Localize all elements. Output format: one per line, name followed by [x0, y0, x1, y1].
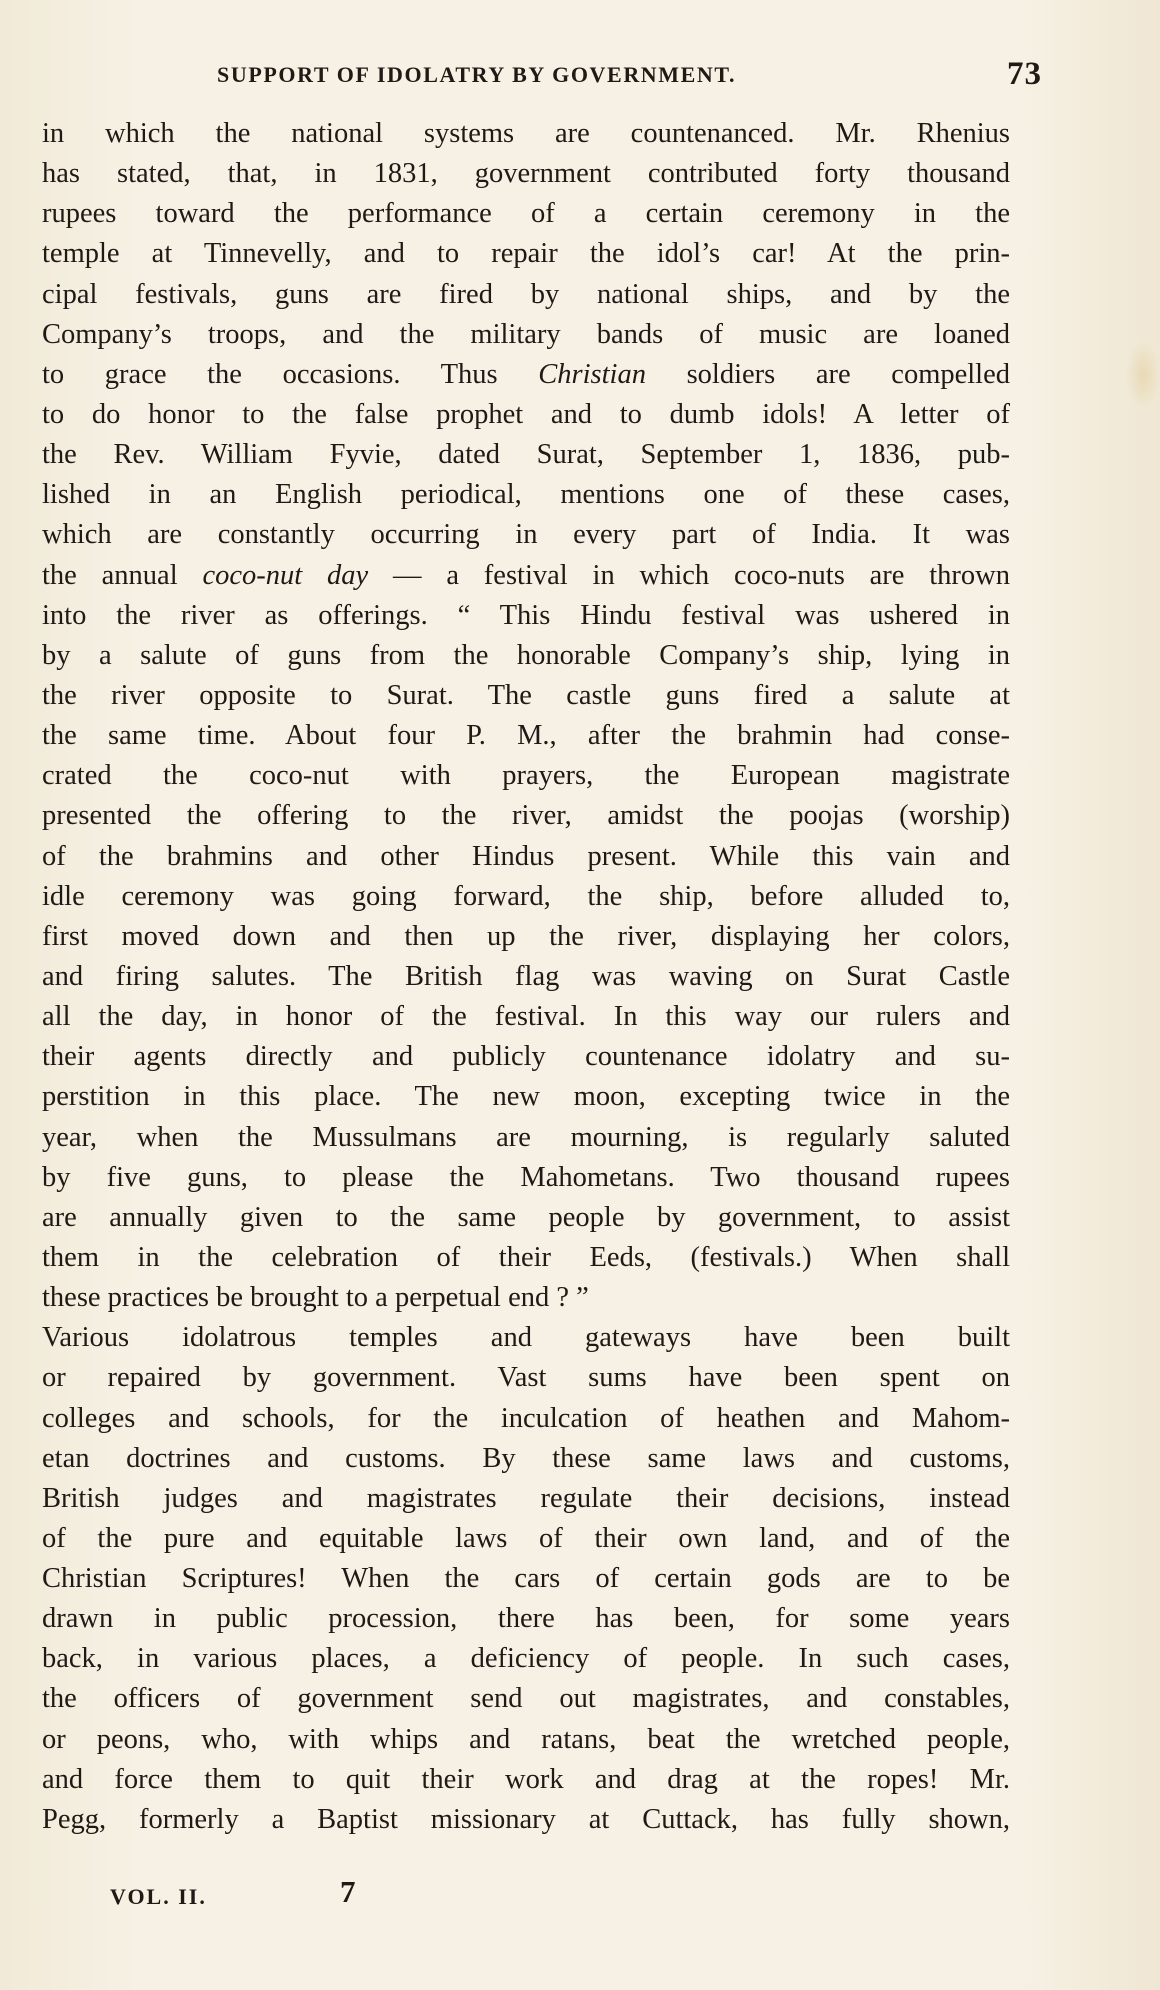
- text-line: by five guns, to please the Mahometans. Two thousand rupees: [42, 1161, 1010, 1193]
- text-line: or peons, who, with whips and ratans, beat the wretched people,: [42, 1723, 1010, 1755]
- text-line: lished in an English periodical, mentions one of these cases,: [42, 479, 1010, 511]
- text-line: the same time. About four P. M., after the brahmin had conse-: [42, 720, 1010, 752]
- running-title: SUPPORT OF IDOLATRY BY GOVERNMENT.: [217, 62, 737, 87]
- text-line: the river opposite to Surat. The castle guns fired a salute at: [42, 679, 1010, 711]
- text-line: perstition in this place. The new moon, excepting twice in the: [42, 1081, 1010, 1113]
- page-footer: [110, 1876, 410, 1916]
- text-line: first moved down and then up the river, displaying her colors,: [42, 920, 1010, 952]
- text-line: into the river as offerings. “ This Hindu festival was ushered in: [42, 599, 1010, 631]
- text-line: back, in various places, a deficiency of people. In such cases,: [42, 1643, 1010, 1675]
- text-line: to do honor to the false prophet and to dumb idols! A letter of: [42, 398, 1010, 430]
- text-line: Pegg, formerly a Baptist missionary at Cuttack, has fully shown,: [42, 1803, 1010, 1835]
- text-line: Various idolatrous temples and gateways have been built: [42, 1322, 1010, 1354]
- body-text: [42, 114, 1010, 1840]
- text-line: all the day, in honor of the festival. In this way our rulers and: [42, 1001, 1010, 1033]
- text-line: of the brahmins and other Hindus present. While this vain and: [42, 840, 1010, 872]
- text-line: or repaired by government. Vast sums have been spent on: [42, 1362, 1010, 1394]
- text-line: are annually given to the same people by government, to assist: [42, 1201, 1010, 1233]
- text-line: British judges and magistrates regulate their decisions, instead: [42, 1482, 1010, 1514]
- text-line: etan doctrines and customs. By these same laws and customs,: [42, 1442, 1010, 1474]
- text-line: idle ceremony was going forward, the ship, before alluded to,: [42, 880, 1010, 912]
- text-line: by a salute of guns from the honorable Company’s ship, lying in: [42, 639, 1010, 671]
- text-line: the Rev. William Fyvie, dated Surat, September 1, 1836, pub-: [42, 439, 1010, 471]
- volume-label: VOL. II.: [110, 1884, 207, 1909]
- text-line: of the pure and equitable laws of their own land, and of the: [42, 1522, 1010, 1554]
- text-line: their agents directly and publicly countenance idolatry and su-: [42, 1041, 1010, 1073]
- text-line: them in the celebration of their Eeds, (festivals.) When shall: [42, 1241, 1010, 1273]
- text-line: to grace the occasions. Thus Christian soldiers are compelled: [42, 358, 1010, 390]
- text-line: crated the coco-nut with prayers, the European magistrate: [42, 760, 1010, 792]
- text-line: rupees toward the performance of a certain ceremony in the: [42, 198, 1010, 230]
- text-line: drawn in public procession, there has been, for some years: [42, 1603, 1010, 1635]
- text-line: cipal festivals, guns are fired by national ships, and by the: [42, 278, 1010, 310]
- running-head: [42, 56, 1042, 100]
- text-line: in which the national systems are countenanced. Mr. Rhenius: [42, 118, 1010, 149]
- italic-phrase: coco-nut day: [202, 559, 369, 591]
- page-number: 73: [1007, 56, 1042, 92]
- text-line: colleges and schools, for the inculcation of heathen and Mahom-: [42, 1402, 1010, 1434]
- text-line: and force them to quit their work and drag at the ropes! Mr.: [42, 1763, 1010, 1795]
- text-line: temple at Tinnevelly, and to repair the idol’s car! At the prin-: [42, 238, 1010, 270]
- italic-phrase: Christian: [538, 358, 646, 390]
- text-line: and firing salutes. The British flag was waving on Surat Castle: [42, 960, 1010, 992]
- signature-mark: 7: [340, 1874, 356, 1909]
- paper-stain: [1126, 340, 1160, 410]
- text-line: the annual coco-nut day — a festival in which coco-nuts are thrown: [42, 559, 1010, 591]
- text-line: Company’s troops, and the military bands of music are loaned: [42, 318, 1010, 350]
- text-line: Christian Scriptures! When the cars of certain gods are to be: [42, 1563, 1010, 1595]
- text-line: these practices be brought to a perpetual end ? ”: [42, 1282, 589, 1314]
- text-line: presented the offering to the river, amidst the poojas (worship): [42, 800, 1010, 832]
- text-line: has stated, that, in 1831, government contributed forty thousand: [42, 158, 1010, 190]
- text-line: which are constantly occurring in every part of India. It was: [42, 519, 1010, 551]
- text-line: the officers of government send out magistrates, and constables,: [42, 1683, 1010, 1715]
- text-line: year, when the Mussulmans are mourning, is regularly saluted: [42, 1121, 1010, 1153]
